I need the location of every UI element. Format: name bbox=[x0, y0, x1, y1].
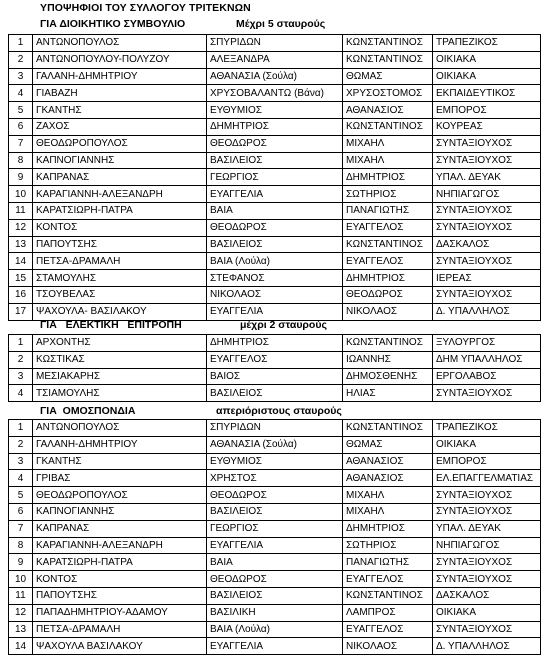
occupation-cell: ΕΜΠΟΡΟΣ bbox=[433, 102, 541, 119]
surname-cell: ΓΡΙΒΑΣ bbox=[33, 470, 207, 487]
table-row bbox=[9, 453, 541, 470]
surname-cell: ΓΑΛΑΝΗ-ΔΗΜΗΤΡΙΟΥ bbox=[33, 436, 207, 453]
table-row bbox=[9, 135, 541, 152]
table-row bbox=[9, 587, 541, 604]
first-name-cell: ΔΗΜΗΤΡΙΟΣ bbox=[207, 335, 343, 352]
surname-cell: ΓΚΑΝΤΗΣ bbox=[33, 102, 207, 119]
father-name-cell: ΚΩΝΣΤΑΝΤΙΝΟΣ bbox=[343, 236, 433, 253]
table-row bbox=[9, 571, 541, 588]
occupation-cell: Δ. ΥΠΑΛΛΗΛΟΣ bbox=[433, 303, 541, 320]
father-name-cell: ΜΙΧΑΗΛ bbox=[343, 135, 433, 152]
occupation-cell: ΕΡΓΟΛΑΒΟΣ bbox=[433, 368, 541, 385]
surname-cell: ΠΕΤΣΑ-ΔΡΑΜΑΛΗ bbox=[33, 621, 207, 638]
occupation-cell: ΣΥΝΤΑΞΙΟΥΧΟΣ bbox=[433, 503, 541, 520]
surname-cell: ΤΣΙΑΜΟΥΛΗΣ bbox=[33, 385, 207, 402]
row-number: 8 bbox=[9, 537, 33, 554]
father-name-cell: ΕΥΑΓΓΕΛΟΣ bbox=[343, 571, 433, 588]
surname-cell: ΚΑΠΡΑΝΑΣ bbox=[33, 169, 207, 186]
father-name-cell: ΠΑΝΑΓΙΩΤΗΣ bbox=[343, 202, 433, 219]
surname-cell: ΚΑΡΑΓΙΑΝΝΗ-ΑΛΕΞΑΝΔΡΗ bbox=[33, 186, 207, 203]
row-number: 7 bbox=[9, 135, 33, 152]
section-label: ΓΙΑ ΕΛΕΚΤΙΚΗ ΕΠΙΤΡΟΠΗ bbox=[40, 319, 182, 331]
row-number: 15 bbox=[9, 270, 33, 287]
table-row bbox=[9, 621, 541, 638]
occupation-cell: ΔΑΣΚΑΛΟΣ bbox=[433, 587, 541, 604]
row-number: 11 bbox=[9, 587, 33, 604]
occupation-cell: ΥΠΑΛ. ΔΕΥΑΚ bbox=[433, 520, 541, 537]
table-row bbox=[9, 270, 541, 287]
table-row bbox=[9, 202, 541, 219]
table-row bbox=[9, 35, 541, 52]
occupation-cell: ΣΥΝΤΑΞΙΟΥΧΟΣ bbox=[433, 219, 541, 236]
row-number: 9 bbox=[9, 169, 33, 186]
row-number: 6 bbox=[9, 118, 33, 135]
first-name-cell: ΒΑΙΑ bbox=[207, 202, 343, 219]
father-name-cell: ΘΕΟΔΩΡΟΣ bbox=[343, 286, 433, 303]
father-name-cell: ΔΗΜΗΤΡΙΟΣ bbox=[343, 270, 433, 287]
row-number: 14 bbox=[9, 253, 33, 270]
surname-cell: ΨΑΧΟΥΛΑ- ΒΑΣΙΛΑΚΟΥ bbox=[33, 303, 207, 320]
table-row bbox=[9, 152, 541, 169]
father-name-cell: ΠΑΝΑΓΙΩΤΗΣ bbox=[343, 554, 433, 571]
candidates-table-audit bbox=[8, 334, 541, 402]
first-name-cell: ΣΤΕΦΑΝΟΣ bbox=[207, 270, 343, 287]
table-row bbox=[9, 420, 541, 437]
table-row bbox=[9, 68, 541, 85]
table-row bbox=[9, 286, 541, 303]
occupation-cell: ΝΗΠΙΑΓΩΓΟΣ bbox=[433, 186, 541, 203]
first-name-cell: ΕΥΑΓΓΕΛΙΑ bbox=[207, 638, 343, 655]
surname-cell: ΜΕΣΙΑΚΑΡΗΣ bbox=[33, 368, 207, 385]
first-name-cell: ΒΑΙΑ (Λούλα) bbox=[207, 253, 343, 270]
table-row bbox=[9, 102, 541, 119]
section-heading-audit bbox=[40, 318, 540, 332]
table-row bbox=[9, 638, 541, 655]
father-name-cell: ΣΩΤΗΡΙΟΣ bbox=[343, 186, 433, 203]
occupation-cell: ΥΠΑΛ. ΔΕΥΑΚ bbox=[433, 169, 541, 186]
occupation-cell: ΕΜΠΟΡΟΣ bbox=[433, 453, 541, 470]
first-name-cell: ΣΠΥΡΙΔΩΝ bbox=[207, 420, 343, 437]
occupation-cell: ΚΟΥΡΕΑΣ bbox=[433, 118, 541, 135]
occupation-cell: ΣΥΝΤΑΞΙΟΥΧΟΣ bbox=[433, 554, 541, 571]
first-name-cell: ΕΥΑΓΓΕΛΟΣ bbox=[207, 351, 343, 368]
first-name-cell: ΣΠΥΡΙΔΩΝ bbox=[207, 35, 343, 52]
table-row bbox=[9, 604, 541, 621]
occupation-cell: ΔΑΣΚΑΛΟΣ bbox=[433, 236, 541, 253]
occupation-cell: ΟΙΚΙΑΚΑ bbox=[433, 604, 541, 621]
row-number: 10 bbox=[9, 186, 33, 203]
father-name-cell: ΚΩΝΣΤΑΝΤΙΝΟΣ bbox=[343, 587, 433, 604]
surname-cell: ΣΤΑΜΟΥΛΗΣ bbox=[33, 270, 207, 287]
father-name-cell: ΚΩΝΣΤΑΝΤΙΝΟΣ bbox=[343, 420, 433, 437]
father-name-cell: ΚΩΝΣΤΑΝΤΙΝΟΣ bbox=[343, 51, 433, 68]
father-name-cell: ΘΩΜΑΣ bbox=[343, 68, 433, 85]
first-name-cell: ΘΕΟΔΩΡΟΣ bbox=[207, 487, 343, 504]
occupation-cell: ΟΙΚΙΑΚΑ bbox=[433, 436, 541, 453]
occupation-cell: ΟΙΚΙΑΚΑ bbox=[433, 68, 541, 85]
father-name-cell: ΑΘΑΝΑΣΙΟΣ bbox=[343, 102, 433, 119]
row-number: 8 bbox=[9, 152, 33, 169]
first-name-cell: ΘΕΟΔΩΡΟΣ bbox=[207, 135, 343, 152]
surname-cell: ΚΟΝΤΟΣ bbox=[33, 571, 207, 588]
first-name-cell: ΒΑΣΙΛΕΙΟΣ bbox=[207, 587, 343, 604]
candidates-table-board bbox=[8, 34, 541, 321]
row-number: 1 bbox=[9, 335, 33, 352]
first-name-cell: ΧΡΗΣΤΟΣ bbox=[207, 470, 343, 487]
occupation-cell: ΙΕΡΕΑΣ bbox=[433, 270, 541, 287]
surname-cell: ΑΡΧΟΝΤΗΣ bbox=[33, 335, 207, 352]
row-number: 14 bbox=[9, 638, 33, 655]
occupation-cell: Δ. ΥΠΑΛΛΗΛΟΣ bbox=[433, 638, 541, 655]
father-name-cell: ΔΗΜΗΤΡΙΟΣ bbox=[343, 520, 433, 537]
table-row bbox=[9, 537, 541, 554]
row-number: 16 bbox=[9, 286, 33, 303]
occupation-cell: ΕΛ.ΕΠΑΓΓΕΛΜΑΤΙΑΣ bbox=[433, 470, 541, 487]
table-row bbox=[9, 219, 541, 236]
father-name-cell: ΕΥΑΓΓΕΛΟΣ bbox=[343, 219, 433, 236]
surname-cell: ΚΩΣΤΙΚΑΣ bbox=[33, 351, 207, 368]
table-row bbox=[9, 487, 541, 504]
occupation-cell: ΤΡΑΠΕΖΙΚΟΣ bbox=[433, 35, 541, 52]
section-heading-federation bbox=[40, 404, 540, 418]
table-row bbox=[9, 186, 541, 203]
surname-cell: ΚΑΡΑΤΣΙΩΡΗ-ΠΑΤΡΑ bbox=[33, 554, 207, 571]
table-row bbox=[9, 503, 541, 520]
surname-cell: ΠΑΠΑΔΗΜΗΤΡΙΟΥ-ΑΔΑΜΟΥ bbox=[33, 604, 207, 621]
surname-cell: ΖΑΧΟΣ bbox=[33, 118, 207, 135]
father-name-cell: ΜΙΧΑΗΛ bbox=[343, 152, 433, 169]
father-name-cell: ΗΛΙΑΣ bbox=[343, 385, 433, 402]
father-name-cell: ΝΙΚΟΛΑΟΣ bbox=[343, 638, 433, 655]
row-number: 12 bbox=[9, 604, 33, 621]
first-name-cell: ΒΑΣΙΛΕΙΟΣ bbox=[207, 385, 343, 402]
surname-cell: ΑΝΤΩΝΟΠΟΥΛΟΥ-ΠΟΛΥΖΟΥ bbox=[33, 51, 207, 68]
occupation-cell: ΕΚΠΑΙΔΕΥΤΙΚΟΣ bbox=[433, 85, 541, 102]
row-number: 3 bbox=[9, 68, 33, 85]
first-name-cell: ΘΕΟΔΩΡΟΣ bbox=[207, 219, 343, 236]
father-name-cell: ΑΘΑΝΑΣΙΟΣ bbox=[343, 453, 433, 470]
row-number: 4 bbox=[9, 470, 33, 487]
occupation-cell: ΔΗΜ ΥΠΑΛΛΗΛΟΣ bbox=[433, 351, 541, 368]
table-row bbox=[9, 470, 541, 487]
table-row bbox=[9, 335, 541, 352]
first-name-cell: ΒΑΣΙΛΕΙΟΣ bbox=[207, 152, 343, 169]
first-name-cell: ΑΘΑΝΑΣΙΑ (Σούλα) bbox=[207, 436, 343, 453]
father-name-cell: ΛΑΜΠΡΟΣ bbox=[343, 604, 433, 621]
row-number: 17 bbox=[9, 303, 33, 320]
father-name-cell: ΚΩΝΣΤΑΝΤΙΝΟΣ bbox=[343, 118, 433, 135]
father-name-cell: ΜΙΧΑΗΛ bbox=[343, 487, 433, 504]
row-number: 4 bbox=[9, 85, 33, 102]
table-row bbox=[9, 385, 541, 402]
occupation-cell: ΣΥΝΤΑΞΙΟΥΧΟΣ bbox=[433, 487, 541, 504]
occupation-cell: ΝΗΠΙΑΓΩΓΟΣ bbox=[433, 537, 541, 554]
father-name-cell: ΔΗΜΟΣΘΕΝΗΣ bbox=[343, 368, 433, 385]
surname-cell: ΚΑΡΑΓΙΑΝΝΗ-ΑΛΕΞΑΝΔΡΗ bbox=[33, 537, 207, 554]
first-name-cell: ΑΘΑΝΑΣΙΑ (Σούλα) bbox=[207, 68, 343, 85]
surname-cell: ΑΝΤΩΝΟΠΟΥΛΟΣ bbox=[33, 35, 207, 52]
occupation-cell: ΣΥΝΤΑΞΙΟΥΧΟΣ bbox=[433, 152, 541, 169]
table-row bbox=[9, 236, 541, 253]
table-row bbox=[9, 436, 541, 453]
first-name-cell: ΝΙΚΟΛΑΟΣ bbox=[207, 286, 343, 303]
table-row bbox=[9, 368, 541, 385]
first-name-cell: ΓΕΩΡΓΙΟΣ bbox=[207, 520, 343, 537]
surname-cell: ΠΕΤΣΑ-ΔΡΑΜΑΛΗ bbox=[33, 253, 207, 270]
father-name-cell: ΑΘΑΝΑΣΙΟΣ bbox=[343, 470, 433, 487]
first-name-cell: ΒΑΣΙΛΕΙΟΣ bbox=[207, 236, 343, 253]
row-number: 4 bbox=[9, 385, 33, 402]
surname-cell: ΑΝΤΩΝΟΠΟΥΛΟΣ bbox=[33, 420, 207, 437]
surname-cell: ΤΣΟΥΒΕΛΑΣ bbox=[33, 286, 207, 303]
document-title: ΥΠΟΨΗΦΙΟΙ ΤΟΥ ΣΥΛΛΟΓΟΥ ΤΡΙΤΕΚΝΩΝ bbox=[40, 2, 251, 14]
father-name-cell: ΔΗΜΗΤΡΙΟΣ bbox=[343, 169, 433, 186]
vote-limit: Μέχρι 5 σταυρούς bbox=[236, 18, 326, 30]
surname-cell: ΓΙΑΒΑΖΗ bbox=[33, 85, 207, 102]
father-name-cell: ΝΙΚΟΛΑΟΣ bbox=[343, 303, 433, 320]
surname-cell: ΓΚΑΝΤΗΣ bbox=[33, 453, 207, 470]
occupation-cell: ΣΥΝΤΑΞΙΟΥΧΟΣ bbox=[433, 571, 541, 588]
occupation-cell: ΣΥΝΤΑΞΙΟΥΧΟΣ bbox=[433, 202, 541, 219]
surname-cell: ΚΑΠΝΟΓΙΑΝΝΗΣ bbox=[33, 152, 207, 169]
surname-cell: ΘΕΟΔΩΡΟΠΟΥΛΟΣ bbox=[33, 135, 207, 152]
row-number: 1 bbox=[9, 420, 33, 437]
first-name-cell: ΕΥΑΓΓΕΛΙΑ bbox=[207, 537, 343, 554]
first-name-cell: ΧΡΥΣΟΒΑΛΑΝΤΩ (Βάνα) bbox=[207, 85, 343, 102]
first-name-cell: ΒΑΙΑ bbox=[207, 554, 343, 571]
row-number: 3 bbox=[9, 453, 33, 470]
father-name-cell: ΙΩΑΝΝΗΣ bbox=[343, 351, 433, 368]
first-name-cell: ΕΥΑΓΓΕΛΙΑ bbox=[207, 186, 343, 203]
table-row bbox=[9, 51, 541, 68]
row-number: 5 bbox=[9, 102, 33, 119]
row-number: 2 bbox=[9, 351, 33, 368]
occupation-cell: ΟΙΚΙΑΚΑ bbox=[433, 51, 541, 68]
occupation-cell: ΣΥΝΤΑΞΙΟΥΧΟΣ bbox=[433, 286, 541, 303]
candidates-table-federation bbox=[8, 419, 541, 655]
father-name-cell: ΘΩΜΑΣ bbox=[343, 436, 433, 453]
surname-cell: ΓΑΛΑΝΗ-ΔΗΜΗΤΡΙΟΥ bbox=[33, 68, 207, 85]
row-number: 6 bbox=[9, 503, 33, 520]
vote-limit: μέχρι 2 σταυρούς bbox=[240, 319, 327, 331]
surname-cell: ΨΑΧΟΥΛΑ ΒΑΣΙΛΑΚΟΥ bbox=[33, 638, 207, 655]
row-number: 10 bbox=[9, 571, 33, 588]
table-row bbox=[9, 169, 541, 186]
surname-cell: ΚΑΡΑΤΣΙΩΡΗ-ΠΑΤΡΑ bbox=[33, 202, 207, 219]
table-row bbox=[9, 118, 541, 135]
occupation-cell: ΣΥΝΤΑΞΙΟΥΧΟΣ bbox=[433, 253, 541, 270]
first-name-cell: ΕΥΘΥΜΙΟΣ bbox=[207, 102, 343, 119]
surname-cell: ΠΑΠΟΥΤΣΗΣ bbox=[33, 587, 207, 604]
father-name-cell: ΧΡΥΣΟΣΤΟΜΟΣ bbox=[343, 85, 433, 102]
father-name-cell: ΕΥΑΓΓΕΛΟΣ bbox=[343, 253, 433, 270]
row-number: 11 bbox=[9, 202, 33, 219]
occupation-cell: ΣΥΝΤΑΞΙΟΥΧΟΣ bbox=[433, 621, 541, 638]
section-heading-board bbox=[40, 17, 540, 31]
occupation-cell: ΣΥΝΤΑΞΙΟΥΧΟΣ bbox=[433, 385, 541, 402]
first-name-cell: ΕΥΘΥΜΙΟΣ bbox=[207, 453, 343, 470]
occupation-cell: ΞΥΛΟΥΡΓΟΣ bbox=[433, 335, 541, 352]
father-name-cell: ΕΥΑΓΓΕΛΟΣ bbox=[343, 621, 433, 638]
row-number: 3 bbox=[9, 368, 33, 385]
first-name-cell: ΒΑΣΙΛΕΙΟΣ bbox=[207, 503, 343, 520]
first-name-cell: ΑΛΕΞΑΝΔΡΑ bbox=[207, 51, 343, 68]
first-name-cell: ΒΑΙΑ (Λούλα) bbox=[207, 621, 343, 638]
first-name-cell: ΕΥΑΓΓΕΛΙΑ bbox=[207, 303, 343, 320]
surname-cell: ΚΟΝΤΟΣ bbox=[33, 219, 207, 236]
first-name-cell: ΘΕΟΔΩΡΟΣ bbox=[207, 571, 343, 588]
father-name-cell: ΚΩΝΣΤΑΝΤΙΝΟΣ bbox=[343, 335, 433, 352]
section-label: ΓΙΑ ΔΙΟΙΚΗΤΙΚΟ ΣΥΜΒΟΥΛΙΟ bbox=[40, 18, 186, 30]
first-name-cell: ΒΑΣΙΛΙΚΗ bbox=[207, 604, 343, 621]
father-name-cell: ΜΙΧΑΗΛ bbox=[343, 503, 433, 520]
table-row bbox=[9, 253, 541, 270]
row-number: 1 bbox=[9, 35, 33, 52]
table-row bbox=[9, 554, 541, 571]
father-name-cell: ΚΩΝΣΤΑΝΤΙΝΟΣ bbox=[343, 35, 433, 52]
section-label: ΓΙΑ ΟΜΟΣΠΟΝΔΙΑ bbox=[40, 405, 136, 417]
row-number: 5 bbox=[9, 487, 33, 504]
surname-cell: ΚΑΠΝΟΓΙΑΝΝΗΣ bbox=[33, 503, 207, 520]
table-row bbox=[9, 85, 541, 102]
surname-cell: ΘΕΟΔΩΡΟΠΟΥΛΟΣ bbox=[33, 487, 207, 504]
row-number: 13 bbox=[9, 621, 33, 638]
row-number: 2 bbox=[9, 51, 33, 68]
surname-cell: ΠΑΠΟΥΤΣΗΣ bbox=[33, 236, 207, 253]
row-number: 9 bbox=[9, 554, 33, 571]
first-name-cell: ΓΕΩΡΓΙΟΣ bbox=[207, 169, 343, 186]
row-number: 12 bbox=[9, 219, 33, 236]
vote-limit: απεριόριστους σταυρούς bbox=[216, 405, 342, 417]
surname-cell: ΚΑΠΡΑΝΑΣ bbox=[33, 520, 207, 537]
row-number: 7 bbox=[9, 520, 33, 537]
occupation-cell: ΣΥΝΤΑΞΙΟΥΧΟΣ bbox=[433, 135, 541, 152]
first-name-cell: ΒΑΙΟΣ bbox=[207, 368, 343, 385]
row-number: 13 bbox=[9, 236, 33, 253]
table-row bbox=[9, 351, 541, 368]
occupation-cell: ΤΡΑΠΕΖΙΚΟΣ bbox=[433, 420, 541, 437]
first-name-cell: ΔΗΜΗΤΡΙΟΣ bbox=[207, 118, 343, 135]
father-name-cell: ΣΩΤΗΡΙΟΣ bbox=[343, 537, 433, 554]
table-row bbox=[9, 520, 541, 537]
row-number: 2 bbox=[9, 436, 33, 453]
